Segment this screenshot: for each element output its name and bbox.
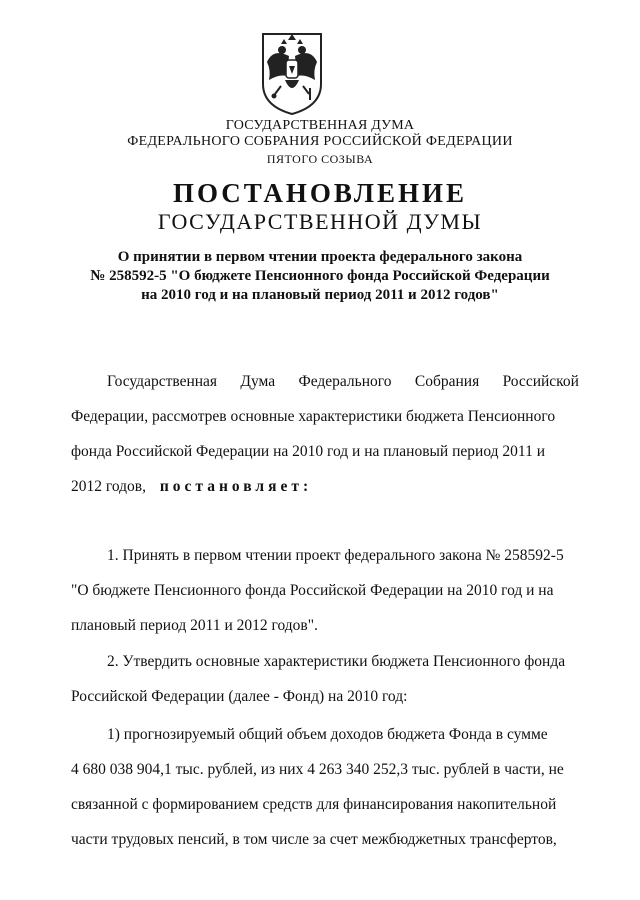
preamble-text: 2012 годов, [71,478,146,495]
document-type: ПОСТАНОВЛЕНИЕ [172,178,468,208]
coat-of-arms-icon [259,30,325,116]
item-2-1-line-3: связанной с формированием средств для финансирования накопительной [71,796,557,813]
convocation: ПЯТОГО СОЗЫВА [266,152,374,166]
word: Дума [240,373,276,390]
resolution-keyword: постановляет: [159,478,313,495]
item-1-line-2: "О бюджете Пенсионного фонда Российской Федерации на 2010 год и на [71,582,554,599]
preamble-line-2: Федерации, рассмотрев основные характеристики бюджета Пенсионного [71,408,556,425]
item-2-1-line-2: 4 680 038 904,1 тыс. рублей, из них 4 263 340 252,3 тыс. рублей в части, не [71,761,564,778]
word: Российской [502,373,579,390]
item-2-1-line-1: 1) прогнозируемый общий объем доходов бюджета Фонда в сумме [107,726,548,743]
organization-parent: ФЕДЕРАЛЬНОГО СОБРАНИЯ РОССИЙСКОЙ ФЕДЕРАЦИИ [127,134,513,149]
item-2-line-1: 2. Утвердить основные характеристики бюджета Пенсионного фонда [107,653,566,670]
item-1-line-3: плановый период 2011 и 2012 годов". [71,617,318,634]
preamble-line-1 [107,373,579,391]
document-subject [40,248,600,305]
item-1-line-1: 1. Принять в первом чтении проект федерального закона № 258592-5 [107,547,564,564]
subject-line: О принятии в первом чтении проекта федерального закона [117,249,523,265]
organization-name: ГОСУДАРСТВЕННАЯ ДУМА [225,118,415,133]
subject-line: № 258592-5 "О бюджете Пенсионного фонда Российской Федерации [90,268,550,284]
word: Государственная [107,373,218,390]
word: Собрания [414,373,480,390]
preamble-line-4 [71,478,579,496]
item-2-line-2: Российской Федерации (далее - Фонд) на 2010 год: [71,688,408,705]
preamble-line-3: фонда Российской Федерации на 2010 год и на плановый период 2011 и [71,443,545,460]
document-issuer: ГОСУДАРСТВЕННОЙ ДУМЫ [157,209,483,234]
word: Федерального [298,373,392,390]
subject-line: на 2010 год и на плановый период 2011 и 2012 годов" [141,287,499,303]
item-2-1-line-4: части трудовых пенсий, в том числе за счет межбюджетных трансфертов, [71,831,557,848]
